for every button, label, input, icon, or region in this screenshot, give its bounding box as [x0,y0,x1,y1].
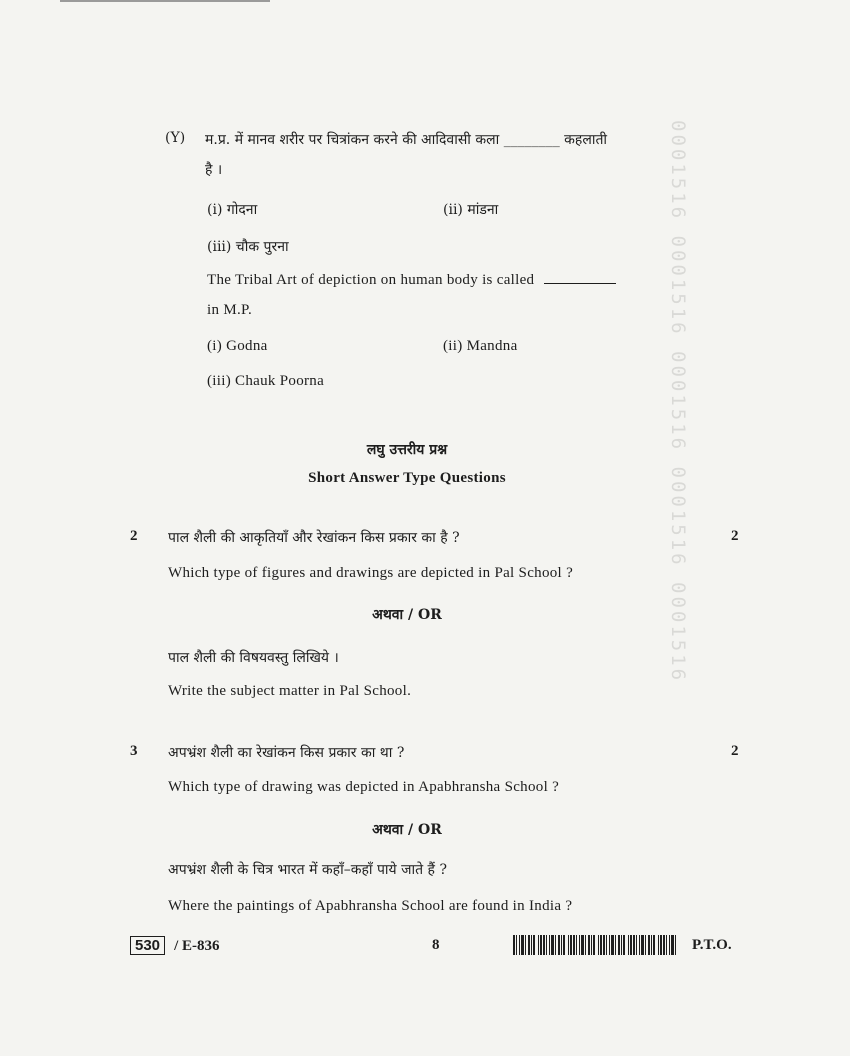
q-y-english-line1: The Tribal Art of depiction on human body is called [207,272,616,289]
q-y-hindi-option-3: (iii) चौक पुरना [207,239,289,255]
q2-hindi: पाल शैली की आकृतियाँ और रेखांकन किस प्रकार का है ? [168,530,460,546]
q3-english: Which type of drawing was depicted in Apabhransha School ? [168,779,560,795]
q-y-english-line2: in M.P. [207,302,253,318]
q2-number: 2 [130,528,138,544]
q-y-hindi-line2: है । [205,162,223,178]
q3-number: 3 [130,743,138,759]
q3-hindi: अपभ्रंश शैली का रेखांकन किस प्रकार का था ? [168,745,405,761]
watermark-serial: 0001516 0001516 0001516 0001516 0001516 [667,120,689,684]
top-edge-line [60,0,270,2]
q-y-english-option-1: (i) Godna [207,338,268,354]
q-y-english-option-2: (ii) Mandna [443,338,518,354]
footer-page-number: 8 [432,937,440,953]
section-heading-english: Short Answer Type Questions [308,470,506,486]
section-heading-hindi: लघु उत्तरीय प्रश्न [366,442,448,458]
q3-alt-hindi: अपभ्रंश शैली के चित्र भारत में कहाँ–कहाँ पाये जाते हैं ? [168,862,447,878]
q3-marks: 2 [731,743,739,759]
q2-marks: 2 [731,528,739,544]
q3-or-label: अथवा / OR [372,822,442,838]
q2-english: Which type of figures and drawings are depicted in Pal School ? [168,565,574,581]
q-y-hindi-option-1: (i) गोदना [207,202,258,218]
q2-or-label: अथवा / OR [372,607,442,623]
q-y-hindi-option-2: (ii) मांडना [443,202,499,218]
footer-pto: P.T.O. [692,937,732,953]
barcode-icon [513,935,677,955]
q-y-label: (Y) [165,130,186,146]
q3-alt-english: Where the paintings of Apabhransha School are found in India ? [168,898,573,914]
q-y-hindi-line1: म.प्र. में मानव शरीर पर चित्रांकन करने की आदिवासी कला ________ कहलाती [205,132,608,148]
q2-alt-english: Write the subject matter in Pal School. [168,683,412,699]
q-y-english-option-3: (iii) Chauk Poorna [207,373,325,389]
footer-paper-id: / E-836 [174,938,220,954]
footer-code-box: 530 [130,936,165,955]
answer-blank [544,282,616,284]
footer-paper-code [130,935,220,955]
q2-alt-hindi: पाल शैली की विषयवस्तु लिखिये । [168,650,339,666]
